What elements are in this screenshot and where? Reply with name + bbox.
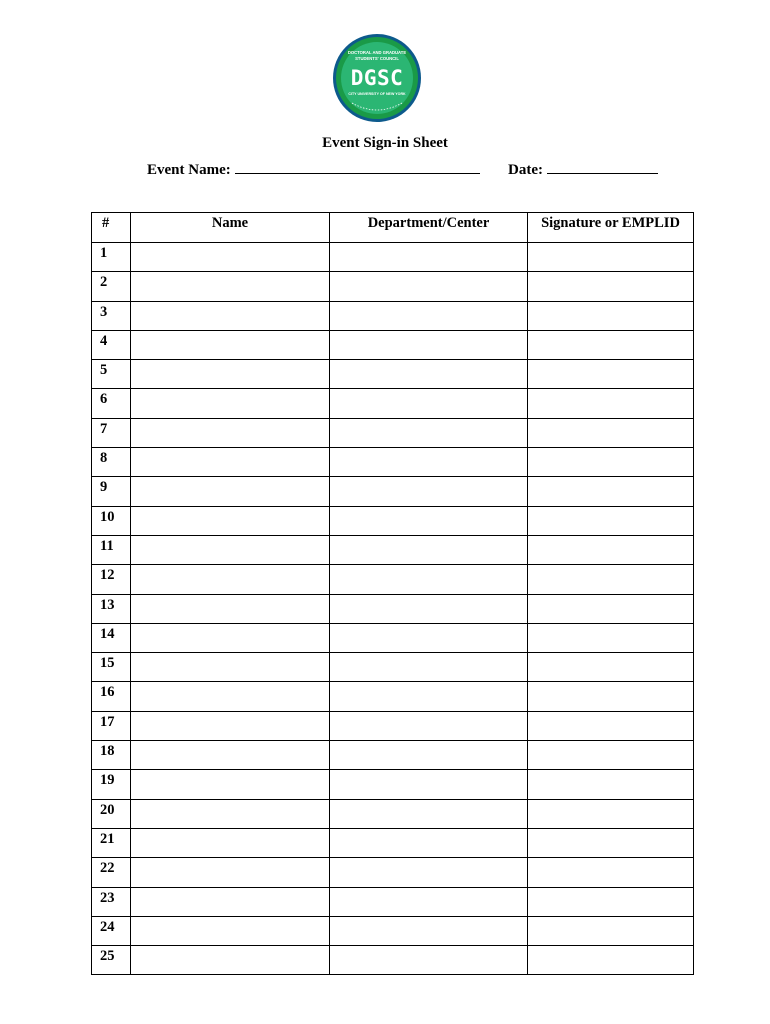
- name-cell[interactable]: [131, 477, 330, 506]
- row-number: 24: [92, 916, 131, 945]
- department-cell[interactable]: [330, 828, 528, 857]
- date-blank[interactable]: [547, 160, 658, 174]
- table-row: [92, 272, 694, 301]
- name-cell[interactable]: [131, 682, 330, 711]
- row-number: 16: [92, 682, 131, 711]
- table-row: [92, 565, 694, 594]
- department-cell[interactable]: [330, 594, 528, 623]
- table-row: [92, 535, 694, 564]
- row-number: 2: [92, 272, 131, 301]
- department-cell[interactable]: [330, 389, 528, 418]
- table-row: [92, 301, 694, 330]
- signature-cell[interactable]: [528, 360, 694, 389]
- name-cell[interactable]: [131, 916, 330, 945]
- department-cell[interactable]: [330, 623, 528, 652]
- signature-cell[interactable]: [528, 858, 694, 887]
- table-body: [92, 243, 694, 975]
- row-number: 22: [92, 858, 131, 887]
- department-cell[interactable]: [330, 301, 528, 330]
- table-row: [92, 477, 694, 506]
- name-cell[interactable]: [131, 448, 330, 477]
- table-row: [92, 711, 694, 740]
- department-cell[interactable]: [330, 448, 528, 477]
- logo-subtitle: CITY UNIVERSITY OF NEW YORK: [348, 92, 406, 96]
- signature-cell[interactable]: [528, 565, 694, 594]
- row-number: 8: [92, 448, 131, 477]
- date-label: Date:: [508, 162, 543, 178]
- name-cell[interactable]: [131, 506, 330, 535]
- logo-acronym: DGSC: [350, 66, 404, 90]
- table-row: [92, 741, 694, 770]
- row-number: 6: [92, 389, 131, 418]
- table-row: [92, 330, 694, 359]
- event-name-row: [147, 160, 480, 179]
- event-name-blank[interactable]: [235, 160, 480, 174]
- row-number: 3: [92, 301, 131, 330]
- logo-line-1: DOCTORAL AND GRADUATE: [347, 50, 407, 55]
- department-cell[interactable]: [330, 535, 528, 564]
- signature-cell[interactable]: [528, 623, 694, 652]
- signature-cell[interactable]: [528, 272, 694, 301]
- table-row: [92, 770, 694, 799]
- signature-cell[interactable]: [528, 887, 694, 916]
- signature-cell[interactable]: [528, 477, 694, 506]
- table-row: [92, 887, 694, 916]
- department-cell[interactable]: [330, 770, 528, 799]
- row-number: 19: [92, 770, 131, 799]
- dgsc-logo: [332, 33, 422, 123]
- row-number: 1: [92, 243, 131, 272]
- signature-cell[interactable]: [528, 243, 694, 272]
- department-cell[interactable]: [330, 887, 528, 916]
- name-cell[interactable]: [131, 330, 330, 359]
- column-header-number: #: [92, 213, 131, 243]
- name-cell[interactable]: [131, 741, 330, 770]
- name-cell[interactable]: [131, 770, 330, 799]
- name-cell[interactable]: [131, 799, 330, 828]
- sheet-title: Event Sign-in Sheet: [322, 135, 448, 151]
- row-number: 4: [92, 330, 131, 359]
- row-number: 25: [92, 946, 131, 975]
- row-number: 12: [92, 565, 131, 594]
- name-cell[interactable]: [131, 243, 330, 272]
- row-number: 9: [92, 477, 131, 506]
- table-row: [92, 828, 694, 857]
- name-cell[interactable]: [131, 272, 330, 301]
- table-row: [92, 360, 694, 389]
- name-cell[interactable]: [131, 565, 330, 594]
- row-number: 18: [92, 741, 131, 770]
- table-row: [92, 594, 694, 623]
- signature-cell[interactable]: [528, 711, 694, 740]
- table-row: [92, 799, 694, 828]
- name-cell[interactable]: [131, 594, 330, 623]
- department-cell[interactable]: [330, 653, 528, 682]
- signature-cell[interactable]: [528, 653, 694, 682]
- department-cell[interactable]: [330, 418, 528, 447]
- event-name-label: Event Name:: [147, 162, 231, 178]
- department-cell[interactable]: [330, 946, 528, 975]
- department-cell[interactable]: [330, 711, 528, 740]
- name-cell[interactable]: [131, 389, 330, 418]
- department-cell[interactable]: [330, 858, 528, 887]
- signature-cell[interactable]: [528, 741, 694, 770]
- row-number: 15: [92, 653, 131, 682]
- department-cell[interactable]: [330, 477, 528, 506]
- row-number: 5: [92, 360, 131, 389]
- name-cell[interactable]: [131, 418, 330, 447]
- table-row: [92, 916, 694, 945]
- row-number: 17: [92, 711, 131, 740]
- signature-cell[interactable]: [528, 535, 694, 564]
- name-cell[interactable]: [131, 653, 330, 682]
- name-cell[interactable]: [131, 301, 330, 330]
- name-cell[interactable]: [131, 858, 330, 887]
- signature-cell[interactable]: [528, 594, 694, 623]
- department-cell[interactable]: [330, 799, 528, 828]
- signature-cell[interactable]: [528, 418, 694, 447]
- table-row: [92, 946, 694, 975]
- signature-cell[interactable]: [528, 828, 694, 857]
- row-number: 23: [92, 887, 131, 916]
- signature-cell[interactable]: [528, 301, 694, 330]
- date-row: [508, 160, 658, 179]
- department-cell[interactable]: [330, 272, 528, 301]
- signature-cell[interactable]: [528, 389, 694, 418]
- signature-cell[interactable]: [528, 916, 694, 945]
- signin-table: [91, 212, 694, 975]
- name-cell[interactable]: [131, 946, 330, 975]
- row-number: 7: [92, 418, 131, 447]
- column-header-name: Name: [131, 213, 330, 243]
- signature-cell[interactable]: [528, 946, 694, 975]
- department-cell[interactable]: [330, 741, 528, 770]
- row-number: 21: [92, 828, 131, 857]
- table-row: [92, 506, 694, 535]
- row-number: 13: [92, 594, 131, 623]
- name-cell[interactable]: [131, 623, 330, 652]
- dgsc-logo-graphic: [332, 33, 422, 123]
- signature-cell[interactable]: [528, 799, 694, 828]
- table-row: [92, 858, 694, 887]
- department-cell[interactable]: [330, 565, 528, 594]
- name-cell[interactable]: [131, 828, 330, 857]
- table-row: [92, 653, 694, 682]
- table-row: [92, 389, 694, 418]
- logo-line-2: STUDENTS' COUNCIL: [355, 56, 399, 61]
- name-cell[interactable]: [131, 887, 330, 916]
- department-cell[interactable]: [330, 506, 528, 535]
- name-cell[interactable]: [131, 711, 330, 740]
- signature-cell[interactable]: [528, 330, 694, 359]
- department-cell[interactable]: [330, 916, 528, 945]
- table-header-row: [92, 213, 694, 243]
- table-row: [92, 623, 694, 652]
- table-row: [92, 448, 694, 477]
- signature-cell[interactable]: [528, 448, 694, 477]
- signature-cell[interactable]: [528, 682, 694, 711]
- department-cell[interactable]: [330, 360, 528, 389]
- signature-cell[interactable]: [528, 506, 694, 535]
- row-number: 10: [92, 506, 131, 535]
- column-header-signature: Signature or EMPLID: [528, 213, 694, 243]
- signature-cell[interactable]: [528, 770, 694, 799]
- department-cell[interactable]: [330, 330, 528, 359]
- row-number: 11: [92, 535, 131, 564]
- department-cell[interactable]: [330, 243, 528, 272]
- name-cell[interactable]: [131, 535, 330, 564]
- department-cell[interactable]: [330, 682, 528, 711]
- row-number: 20: [92, 799, 131, 828]
- column-header-department: Department/Center: [330, 213, 528, 243]
- name-cell[interactable]: [131, 360, 330, 389]
- table-row: [92, 418, 694, 447]
- table-row: [92, 243, 694, 272]
- row-number: 14: [92, 623, 131, 652]
- table-row: [92, 682, 694, 711]
